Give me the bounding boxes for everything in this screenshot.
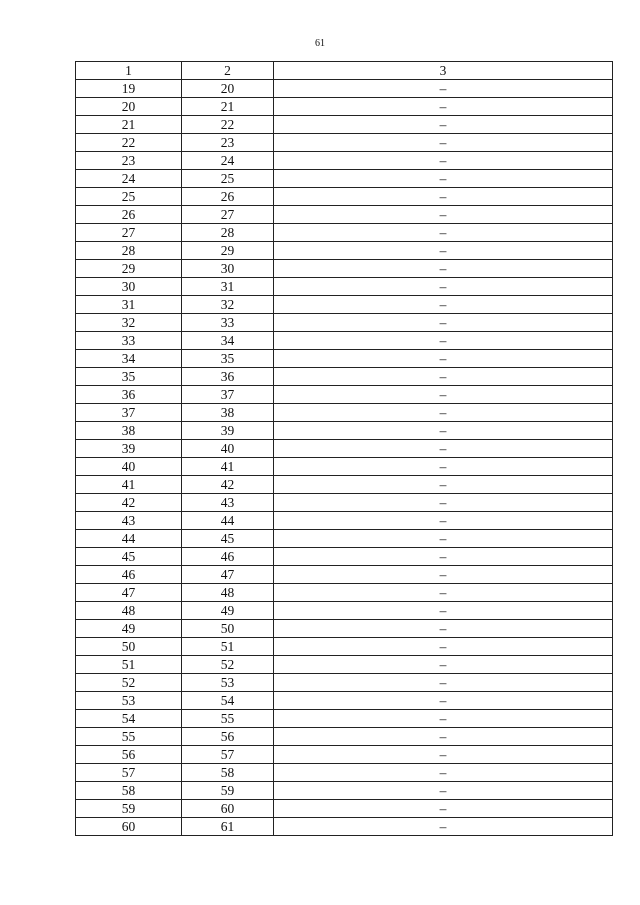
table-cell: 61 (182, 818, 274, 836)
table-header-row (76, 62, 613, 80)
table-cell: 53 (76, 692, 182, 710)
table-row (76, 458, 613, 476)
table-cell: 24 (76, 170, 182, 188)
table-row (76, 368, 613, 386)
table-cell: – (274, 566, 613, 584)
table-cell: 51 (182, 638, 274, 656)
table-cell: 49 (76, 620, 182, 638)
table-cell: 46 (182, 548, 274, 566)
table-cell: – (274, 242, 613, 260)
table-row (76, 152, 613, 170)
table-cell: – (274, 278, 613, 296)
table-cell: 21 (76, 116, 182, 134)
table-row (76, 422, 613, 440)
table-cell: 25 (76, 188, 182, 206)
table-cell: – (274, 188, 613, 206)
column-header: 2 (182, 62, 274, 80)
table-cell: 23 (182, 134, 274, 152)
table-cell: – (274, 620, 613, 638)
table-cell: 20 (182, 80, 274, 98)
table-cell: – (274, 98, 613, 116)
table-cell: 42 (182, 476, 274, 494)
table-cell: 40 (182, 440, 274, 458)
table-row (76, 728, 613, 746)
table-cell: 19 (76, 80, 182, 98)
table-cell: 51 (76, 656, 182, 674)
table-cell: 58 (182, 764, 274, 782)
table-cell: 26 (76, 206, 182, 224)
table-cell: – (274, 764, 613, 782)
table-cell: 25 (182, 170, 274, 188)
table-cell: 50 (182, 620, 274, 638)
table-row (76, 80, 613, 98)
table-cell: 52 (76, 674, 182, 692)
table-row (76, 242, 613, 260)
table-cell: – (274, 80, 613, 98)
table-cell: – (274, 332, 613, 350)
table-cell: – (274, 818, 613, 836)
table-row (76, 350, 613, 368)
page-number: 61 (315, 38, 325, 49)
table-row (76, 98, 613, 116)
table-cell: 60 (76, 818, 182, 836)
table-row (76, 566, 613, 584)
table-row (76, 602, 613, 620)
table-cell: – (274, 422, 613, 440)
table-row (76, 692, 613, 710)
table-cell: 43 (182, 494, 274, 512)
table-cell: 41 (182, 458, 274, 476)
table-cell: 24 (182, 152, 274, 170)
table-cell: 45 (76, 548, 182, 566)
table-cell: 29 (182, 242, 274, 260)
table-row (76, 260, 613, 278)
table-row (76, 476, 613, 494)
table-cell: 22 (182, 116, 274, 134)
table-cell: 41 (76, 476, 182, 494)
table-cell: 37 (76, 404, 182, 422)
table-row (76, 116, 613, 134)
table-cell: 59 (76, 800, 182, 818)
table-cell: 21 (182, 98, 274, 116)
table-cell: – (274, 746, 613, 764)
table-cell: 58 (76, 782, 182, 800)
table-cell: – (274, 494, 613, 512)
table-row (76, 746, 613, 764)
table-cell: 47 (182, 566, 274, 584)
table-cell: 38 (182, 404, 274, 422)
table-row (76, 548, 613, 566)
table-cell: – (274, 296, 613, 314)
table-cell: – (274, 134, 613, 152)
table-cell: 56 (182, 728, 274, 746)
table-cell: 54 (76, 710, 182, 728)
table-cell: 43 (76, 512, 182, 530)
table-cell: 39 (182, 422, 274, 440)
table-cell: 35 (76, 368, 182, 386)
table-cell: – (274, 710, 613, 728)
table-cell: 33 (76, 332, 182, 350)
table-cell: 32 (182, 296, 274, 314)
table-cell: 31 (76, 296, 182, 314)
table-cell: 42 (76, 494, 182, 512)
table-cell: 32 (76, 314, 182, 332)
table-row (76, 404, 613, 422)
table-cell: – (274, 782, 613, 800)
table-cell: 44 (182, 512, 274, 530)
table-cell: – (274, 476, 613, 494)
table-row (76, 674, 613, 692)
table-cell: 57 (182, 746, 274, 764)
table-cell: 49 (182, 602, 274, 620)
table-cell: 22 (76, 134, 182, 152)
table-cell: 60 (182, 800, 274, 818)
table-row (76, 638, 613, 656)
table-cell: 35 (182, 350, 274, 368)
table-cell: – (274, 206, 613, 224)
table-cell: 28 (76, 242, 182, 260)
table-row (76, 206, 613, 224)
table-cell: 28 (182, 224, 274, 242)
table-row (76, 764, 613, 782)
table-cell: – (274, 584, 613, 602)
column-header: 3 (274, 62, 613, 80)
table-cell: 56 (76, 746, 182, 764)
table-cell: – (274, 638, 613, 656)
table-row (76, 332, 613, 350)
table-cell: 33 (182, 314, 274, 332)
table-cell: 48 (182, 584, 274, 602)
table-cell: – (274, 170, 613, 188)
table-row (76, 584, 613, 602)
table-cell: 23 (76, 152, 182, 170)
table-row (76, 782, 613, 800)
table-cell: 44 (76, 530, 182, 548)
table-cell: – (274, 458, 613, 476)
table-row (76, 512, 613, 530)
table-cell: 55 (182, 710, 274, 728)
table-row (76, 818, 613, 836)
table-cell: – (274, 800, 613, 818)
table-cell: 48 (76, 602, 182, 620)
table-cell: 39 (76, 440, 182, 458)
table-row (76, 800, 613, 818)
table-cell: 36 (182, 368, 274, 386)
table-cell: – (274, 152, 613, 170)
table-cell: 55 (76, 728, 182, 746)
table-row (76, 620, 613, 638)
table-cell: – (274, 224, 613, 242)
table-row (76, 440, 613, 458)
table-row (76, 188, 613, 206)
table-body (76, 80, 613, 836)
table-cell: 31 (182, 278, 274, 296)
table-cell: 57 (76, 764, 182, 782)
table-cell: 40 (76, 458, 182, 476)
table-cell: – (274, 386, 613, 404)
table-cell: 53 (182, 674, 274, 692)
table-cell: 34 (76, 350, 182, 368)
table-cell: – (274, 728, 613, 746)
table-cell: 26 (182, 188, 274, 206)
table-cell: – (274, 692, 613, 710)
table-cell: 37 (182, 386, 274, 404)
table-row (76, 386, 613, 404)
table-cell: – (274, 260, 613, 278)
table-row (76, 224, 613, 242)
table-cell: – (274, 314, 613, 332)
table-cell: 34 (182, 332, 274, 350)
table-cell: – (274, 674, 613, 692)
table-row (76, 296, 613, 314)
table-cell: 59 (182, 782, 274, 800)
table-cell: 46 (76, 566, 182, 584)
table-cell: 30 (76, 278, 182, 296)
table-cell: 38 (76, 422, 182, 440)
table-row (76, 314, 613, 332)
table-cell: – (274, 656, 613, 674)
column-header: 1 (76, 62, 182, 80)
table-cell: 20 (76, 98, 182, 116)
table-cell: 50 (76, 638, 182, 656)
table-cell: – (274, 350, 613, 368)
table-row (76, 278, 613, 296)
table-row (76, 530, 613, 548)
table-cell: – (274, 548, 613, 566)
table-cell: 27 (76, 224, 182, 242)
data-table (75, 61, 613, 836)
table-cell: – (274, 602, 613, 620)
table-cell: – (274, 512, 613, 530)
table-cell: 36 (76, 386, 182, 404)
table-cell: 27 (182, 206, 274, 224)
table-row (76, 134, 613, 152)
table-cell: – (274, 368, 613, 386)
table-row (76, 494, 613, 512)
table-cell: – (274, 404, 613, 422)
table-cell: 47 (76, 584, 182, 602)
table-row (76, 656, 613, 674)
table-row (76, 710, 613, 728)
table-cell: 45 (182, 530, 274, 548)
table-cell: 54 (182, 692, 274, 710)
table-cell: 52 (182, 656, 274, 674)
table-cell: – (274, 116, 613, 134)
table-cell: 30 (182, 260, 274, 278)
table-cell: 29 (76, 260, 182, 278)
table-cell: – (274, 530, 613, 548)
table-cell: – (274, 440, 613, 458)
table-row (76, 170, 613, 188)
